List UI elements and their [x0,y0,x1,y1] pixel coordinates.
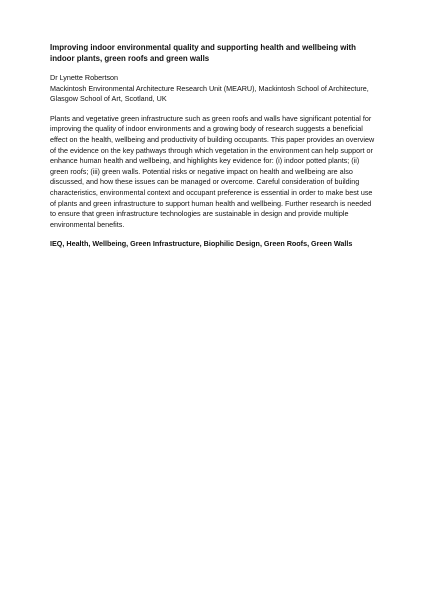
keywords: IEQ, Health, Wellbeing, Green Infrastructure, Biophilic Design, Green Roofs, Green Walls [50,239,353,249]
author-block [50,73,376,105]
paper-title: Improving indoor environmental quality and supporting health and wellbeing with indoor plants, green roofs and green walls [50,43,356,63]
abstract-text: Plants and vegetative green infrastructure such as green roofs and walls have significant potential for improving the quality of indoor environments and a growing body of research suggests a beneficial effect on the health, wellbeing and productivity of building occupants. This paper provides an overview of the evidence on the key pathways through which vegetation in the environment can help support or enhance human health and wellbeing, and highlights key evidence for: (i) indoor potted plants; (ii) green roofs; (iii) green walls. Potential risks or negative impact on health and wellbeing are also discussed, and how these issues can be managed or overcome. Careful consideration of building characteristics, environmental context and occupant preference is essential in order to make best use of plants and green infrastructure to support human health and wellbeing. Further research is needed to ensure that green infrastructure technologies are sustainable in design and provide multiple environmental benefits. [50,113,375,229]
author-name: Dr Lynette Robertson [50,73,119,82]
document-content [50,42,376,250]
author-affiliation: Mackintosh Environmental Architecture Research Unit (MEARU), Mackintosh School of Architecture, Glasgow School of Art, Scotland, UK [50,83,369,104]
